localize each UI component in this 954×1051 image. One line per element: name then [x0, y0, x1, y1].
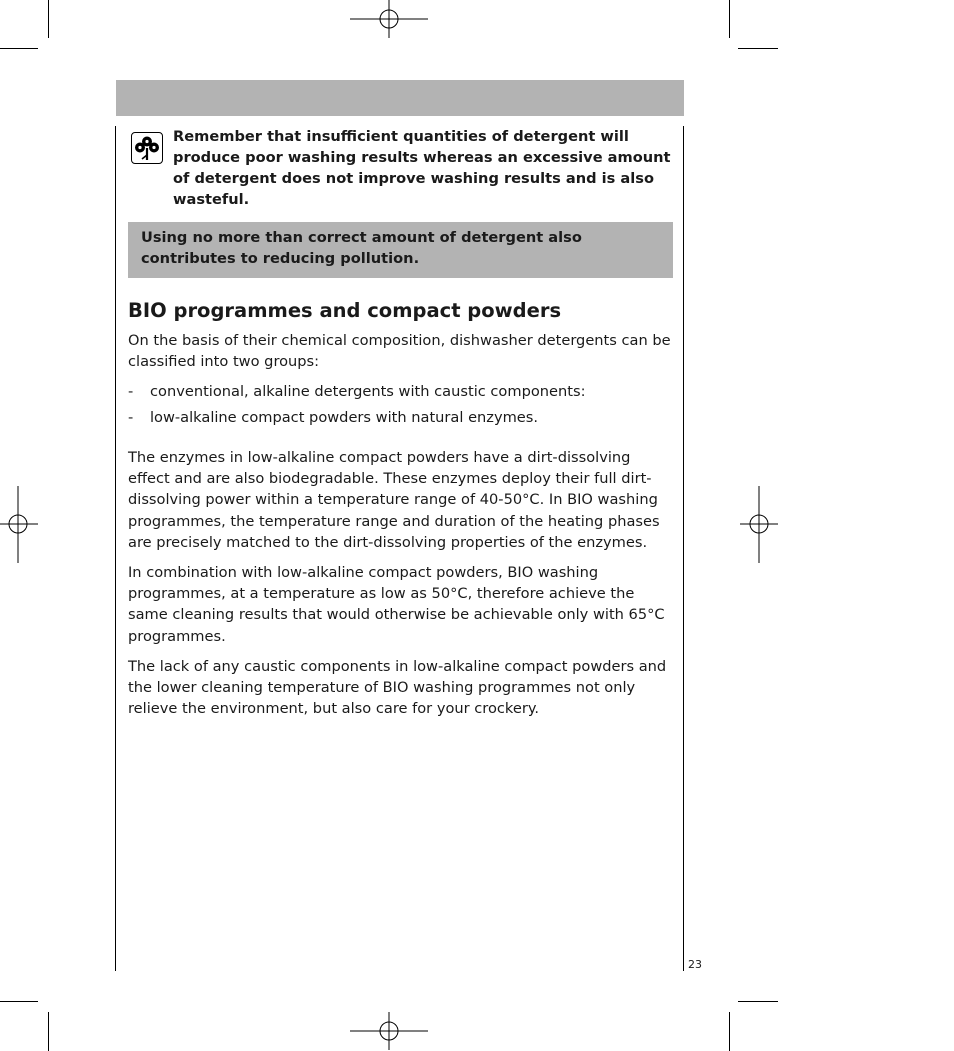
bullet-dash: -	[128, 383, 134, 400]
crosshair-registration-mark-icon	[0, 486, 40, 564]
page-number: 23	[688, 958, 702, 971]
crop-mark	[0, 1001, 38, 1002]
header-band	[116, 80, 684, 116]
environment-note: Remember that insufficient quantities of detergent will produce poor washing results whereas an excessive amount of detergent does not improve washing results and is also wasteful.	[173, 128, 671, 208]
body-paragraph: The enzymes in low-alkaline compact powders have a dirt-dissolving effect and are also biodegradable. These enzymes deploy their full dirt-dissolving power within a temperature range of 40-50°C. In BIO washing programmes, the temperature range and duration of the heating phases are precisely matched to the dirt-dissolving properties of the enzymes.	[128, 449, 660, 551]
intro-paragraph: On the basis of their chemical composition, dishwasher detergents can be classified into two groups:	[128, 332, 671, 371]
left-margin-rule	[115, 126, 116, 971]
body-paragraph: In combination with low-alkaline compact powders, BIO washing programmes, at a temperature as low as 50°C, therefore achieve the same cleaning results that would otherwise be achievable only with 65°C programmes.	[128, 564, 665, 645]
section-title: BIO programmes and compact powders	[128, 299, 562, 322]
shamrock-icon	[131, 132, 163, 164]
crop-mark	[738, 48, 778, 49]
crop-mark	[729, 1012, 730, 1051]
pollution-note-box	[128, 222, 673, 278]
crosshair-registration-mark-icon	[350, 0, 430, 40]
pollution-note-text: Using no more than correct amount of detergent also contributes to reducing pollution.	[141, 229, 582, 267]
right-margin-rule	[683, 126, 684, 971]
bullet-dash: -	[128, 409, 134, 426]
crop-mark	[0, 48, 38, 49]
crosshair-registration-mark-icon	[350, 1012, 430, 1051]
bullet-text: low-alkaline compact powders with natural enzymes.	[150, 409, 539, 426]
crop-mark	[48, 0, 49, 38]
body-paragraph: The lack of any caustic components in low-alkaline compact powders and the lower cleaning temperature of BIO washing programmes not only relieve the environment, but also care for your crockery.	[128, 658, 667, 718]
crosshair-registration-mark-icon	[738, 486, 780, 564]
crop-mark	[738, 1001, 778, 1002]
crop-mark	[48, 1012, 49, 1051]
bullet-text: conventional, alkaline detergents with caustic components:	[150, 383, 586, 400]
crop-mark	[729, 0, 730, 38]
